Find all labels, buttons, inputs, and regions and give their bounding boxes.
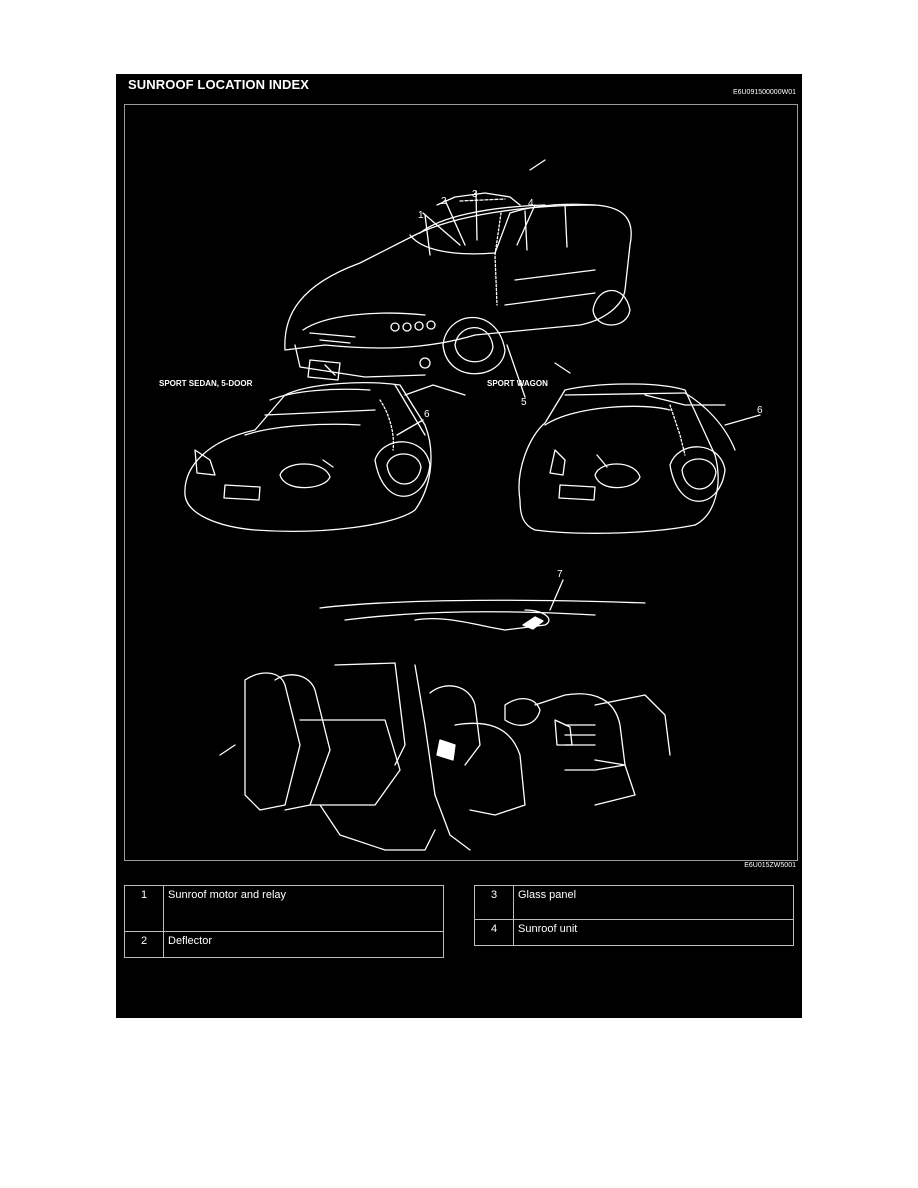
legend-row bbox=[125, 886, 444, 932]
callout-6a: 6 bbox=[424, 409, 430, 420]
figure-code-bottom: E6U015ZW5001 bbox=[744, 862, 796, 869]
legend-table-right bbox=[474, 885, 794, 946]
legend-number: 3 bbox=[475, 886, 514, 920]
callout-7: 7 bbox=[557, 569, 563, 580]
interior-drawing bbox=[220, 600, 670, 850]
sunroof-figure bbox=[124, 104, 798, 861]
legend-number: 2 bbox=[125, 932, 164, 958]
legend-row bbox=[475, 886, 794, 920]
legend-number: 4 bbox=[475, 920, 514, 946]
callout-1: 1 bbox=[418, 210, 424, 221]
legend-label: Deflector bbox=[164, 932, 444, 958]
callout-6b: 6 bbox=[757, 405, 763, 416]
document-title: SUNROOF LOCATION INDEX bbox=[128, 77, 310, 92]
legend-table-left bbox=[124, 885, 444, 958]
callout-5: 5 bbox=[521, 397, 527, 408]
figure-code-top: E6U091500000W01 bbox=[732, 89, 796, 96]
legend-number: 1 bbox=[125, 886, 164, 932]
legend-row bbox=[125, 932, 444, 958]
callout-2: 2 bbox=[441, 196, 447, 207]
rear-wagon-drawing bbox=[519, 363, 735, 533]
callout-leaders bbox=[323, 191, 760, 610]
legend-label: Sunroof motor and relay bbox=[164, 886, 444, 932]
document-page bbox=[116, 74, 802, 1018]
callout-4: 4 bbox=[528, 198, 534, 209]
legend-label: Glass panel bbox=[514, 886, 794, 920]
front-sedan-drawing bbox=[285, 160, 631, 380]
legend-label: Sunroof unit bbox=[514, 920, 794, 946]
rear-sedan-drawing bbox=[185, 365, 465, 531]
callout-3: 3 bbox=[472, 189, 478, 200]
wagon-view-label: SPORT WAGON bbox=[487, 379, 548, 388]
sedan-view-label: SPORT SEDAN, 5-DOOR bbox=[159, 379, 253, 388]
legend-row bbox=[475, 920, 794, 946]
figure-illustration bbox=[125, 105, 797, 860]
